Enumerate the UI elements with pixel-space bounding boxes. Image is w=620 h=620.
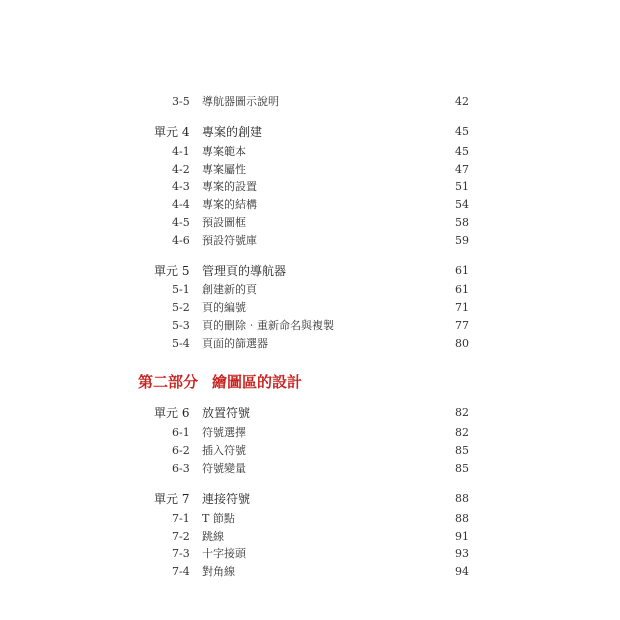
page-number: 47 bbox=[455, 163, 469, 176]
page-number: 85 bbox=[455, 444, 469, 457]
section-number: 3-5 bbox=[172, 95, 190, 108]
section-title: 符號選擇 bbox=[202, 426, 246, 439]
unit-title: 管理頁的導航器 bbox=[202, 264, 287, 278]
toc-entry-7-1 bbox=[0, 510, 620, 528]
section-title: 專案屬性 bbox=[202, 163, 246, 176]
section-title: 頁面的篩選器 bbox=[202, 337, 268, 350]
part-heading bbox=[138, 371, 302, 393]
section-number: 4-4 bbox=[172, 198, 190, 211]
section-title: 創建新的頁 bbox=[202, 283, 257, 296]
page-number: 58 bbox=[455, 216, 469, 229]
section-title: 對角線 bbox=[202, 565, 235, 578]
toc-entry-5-4 bbox=[0, 335, 620, 353]
page-number: 42 bbox=[455, 95, 469, 108]
section-number: 7-1 bbox=[172, 512, 190, 525]
page-number: 59 bbox=[455, 234, 469, 247]
toc-unit-4 bbox=[0, 123, 620, 141]
toc-entry-7-2 bbox=[0, 528, 620, 546]
page-number: 91 bbox=[455, 530, 469, 543]
page-number: 93 bbox=[455, 547, 469, 560]
unit-label: 單元 6 bbox=[154, 406, 190, 420]
section-title: T 節點 bbox=[202, 512, 235, 525]
section-title: 頁的編號 bbox=[202, 301, 246, 314]
section-title: 頁的刪除‧重新命名與複製 bbox=[202, 319, 334, 332]
page-number: 54 bbox=[455, 198, 469, 211]
page-number: 85 bbox=[455, 462, 469, 475]
page-number: 77 bbox=[455, 319, 469, 332]
toc-entry-4-3 bbox=[0, 178, 620, 196]
section-title: 預設符號庫 bbox=[202, 234, 257, 247]
page-number: 80 bbox=[455, 337, 469, 350]
section-title: 專案範本 bbox=[202, 145, 246, 158]
toc-entry-6-1 bbox=[0, 424, 620, 442]
toc-entry-6-2 bbox=[0, 442, 620, 460]
section-number: 6-1 bbox=[172, 426, 190, 439]
unit-label: 單元 5 bbox=[154, 264, 190, 278]
unit-title: 連接符號 bbox=[202, 492, 251, 506]
section-number: 4-5 bbox=[172, 216, 190, 229]
section-number: 6-2 bbox=[172, 444, 190, 457]
unit-title: 專案的創建 bbox=[202, 125, 263, 139]
toc-entry-4-6 bbox=[0, 232, 620, 250]
section-number: 5-2 bbox=[172, 301, 190, 314]
page-number: 45 bbox=[455, 145, 469, 158]
section-number: 4-6 bbox=[172, 234, 190, 247]
section-number: 5-1 bbox=[172, 283, 190, 296]
toc-entry-5-2 bbox=[0, 299, 620, 317]
toc-entry-4-2 bbox=[0, 161, 620, 179]
toc-entry-6-3 bbox=[0, 460, 620, 478]
section-number: 4-1 bbox=[172, 145, 190, 158]
toc-unit-7 bbox=[0, 490, 620, 508]
part-label: 第二部分 bbox=[138, 373, 199, 391]
page-number: 88 bbox=[455, 512, 469, 525]
toc-entry-7-3 bbox=[0, 545, 620, 563]
toc-part-heading bbox=[0, 371, 620, 393]
toc-entry-3-5 bbox=[0, 93, 620, 111]
toc-entry-5-1 bbox=[0, 281, 620, 299]
page-number: 51 bbox=[455, 180, 469, 193]
toc-entry-4-1 bbox=[0, 143, 620, 161]
toc-entry-7-4 bbox=[0, 563, 620, 581]
part-title: 繪圖區的設計 bbox=[212, 373, 303, 391]
section-title: 符號變量 bbox=[202, 462, 246, 475]
toc-entry-5-3 bbox=[0, 317, 620, 335]
page-number: 82 bbox=[455, 426, 469, 439]
page-number: 61 bbox=[455, 283, 469, 296]
toc-unit-6 bbox=[0, 404, 620, 422]
unit-label: 單元 7 bbox=[154, 492, 190, 506]
page-number: 94 bbox=[455, 565, 469, 578]
unit-label: 單元 4 bbox=[154, 125, 190, 139]
section-number: 6-3 bbox=[172, 462, 190, 475]
section-title: 專案的設置 bbox=[202, 180, 257, 193]
section-number: 7-2 bbox=[172, 530, 190, 543]
section-title: 專案的結構 bbox=[202, 198, 257, 211]
page-number: 61 bbox=[455, 264, 469, 277]
unit-title: 放置符號 bbox=[202, 406, 251, 420]
section-title: 十字接頭 bbox=[202, 547, 246, 560]
page-number: 71 bbox=[455, 301, 469, 314]
section-number: 4-3 bbox=[172, 180, 190, 193]
section-title: 預設圖框 bbox=[202, 216, 246, 229]
section-number: 7-4 bbox=[172, 565, 190, 578]
page-number: 88 bbox=[455, 492, 469, 505]
section-title: 跳線 bbox=[202, 530, 224, 543]
toc-unit-5 bbox=[0, 262, 620, 280]
section-number: 5-4 bbox=[172, 337, 190, 350]
toc-entry-4-5 bbox=[0, 214, 620, 232]
section-title: 導航器圖示說明 bbox=[202, 95, 279, 108]
toc-entry-4-4 bbox=[0, 196, 620, 214]
page-number: 45 bbox=[455, 125, 469, 138]
section-number: 7-3 bbox=[172, 547, 190, 560]
page-number: 82 bbox=[455, 406, 469, 419]
section-number: 5-3 bbox=[172, 319, 190, 332]
section-title: 插入符號 bbox=[202, 444, 246, 457]
section-number: 4-2 bbox=[172, 163, 190, 176]
